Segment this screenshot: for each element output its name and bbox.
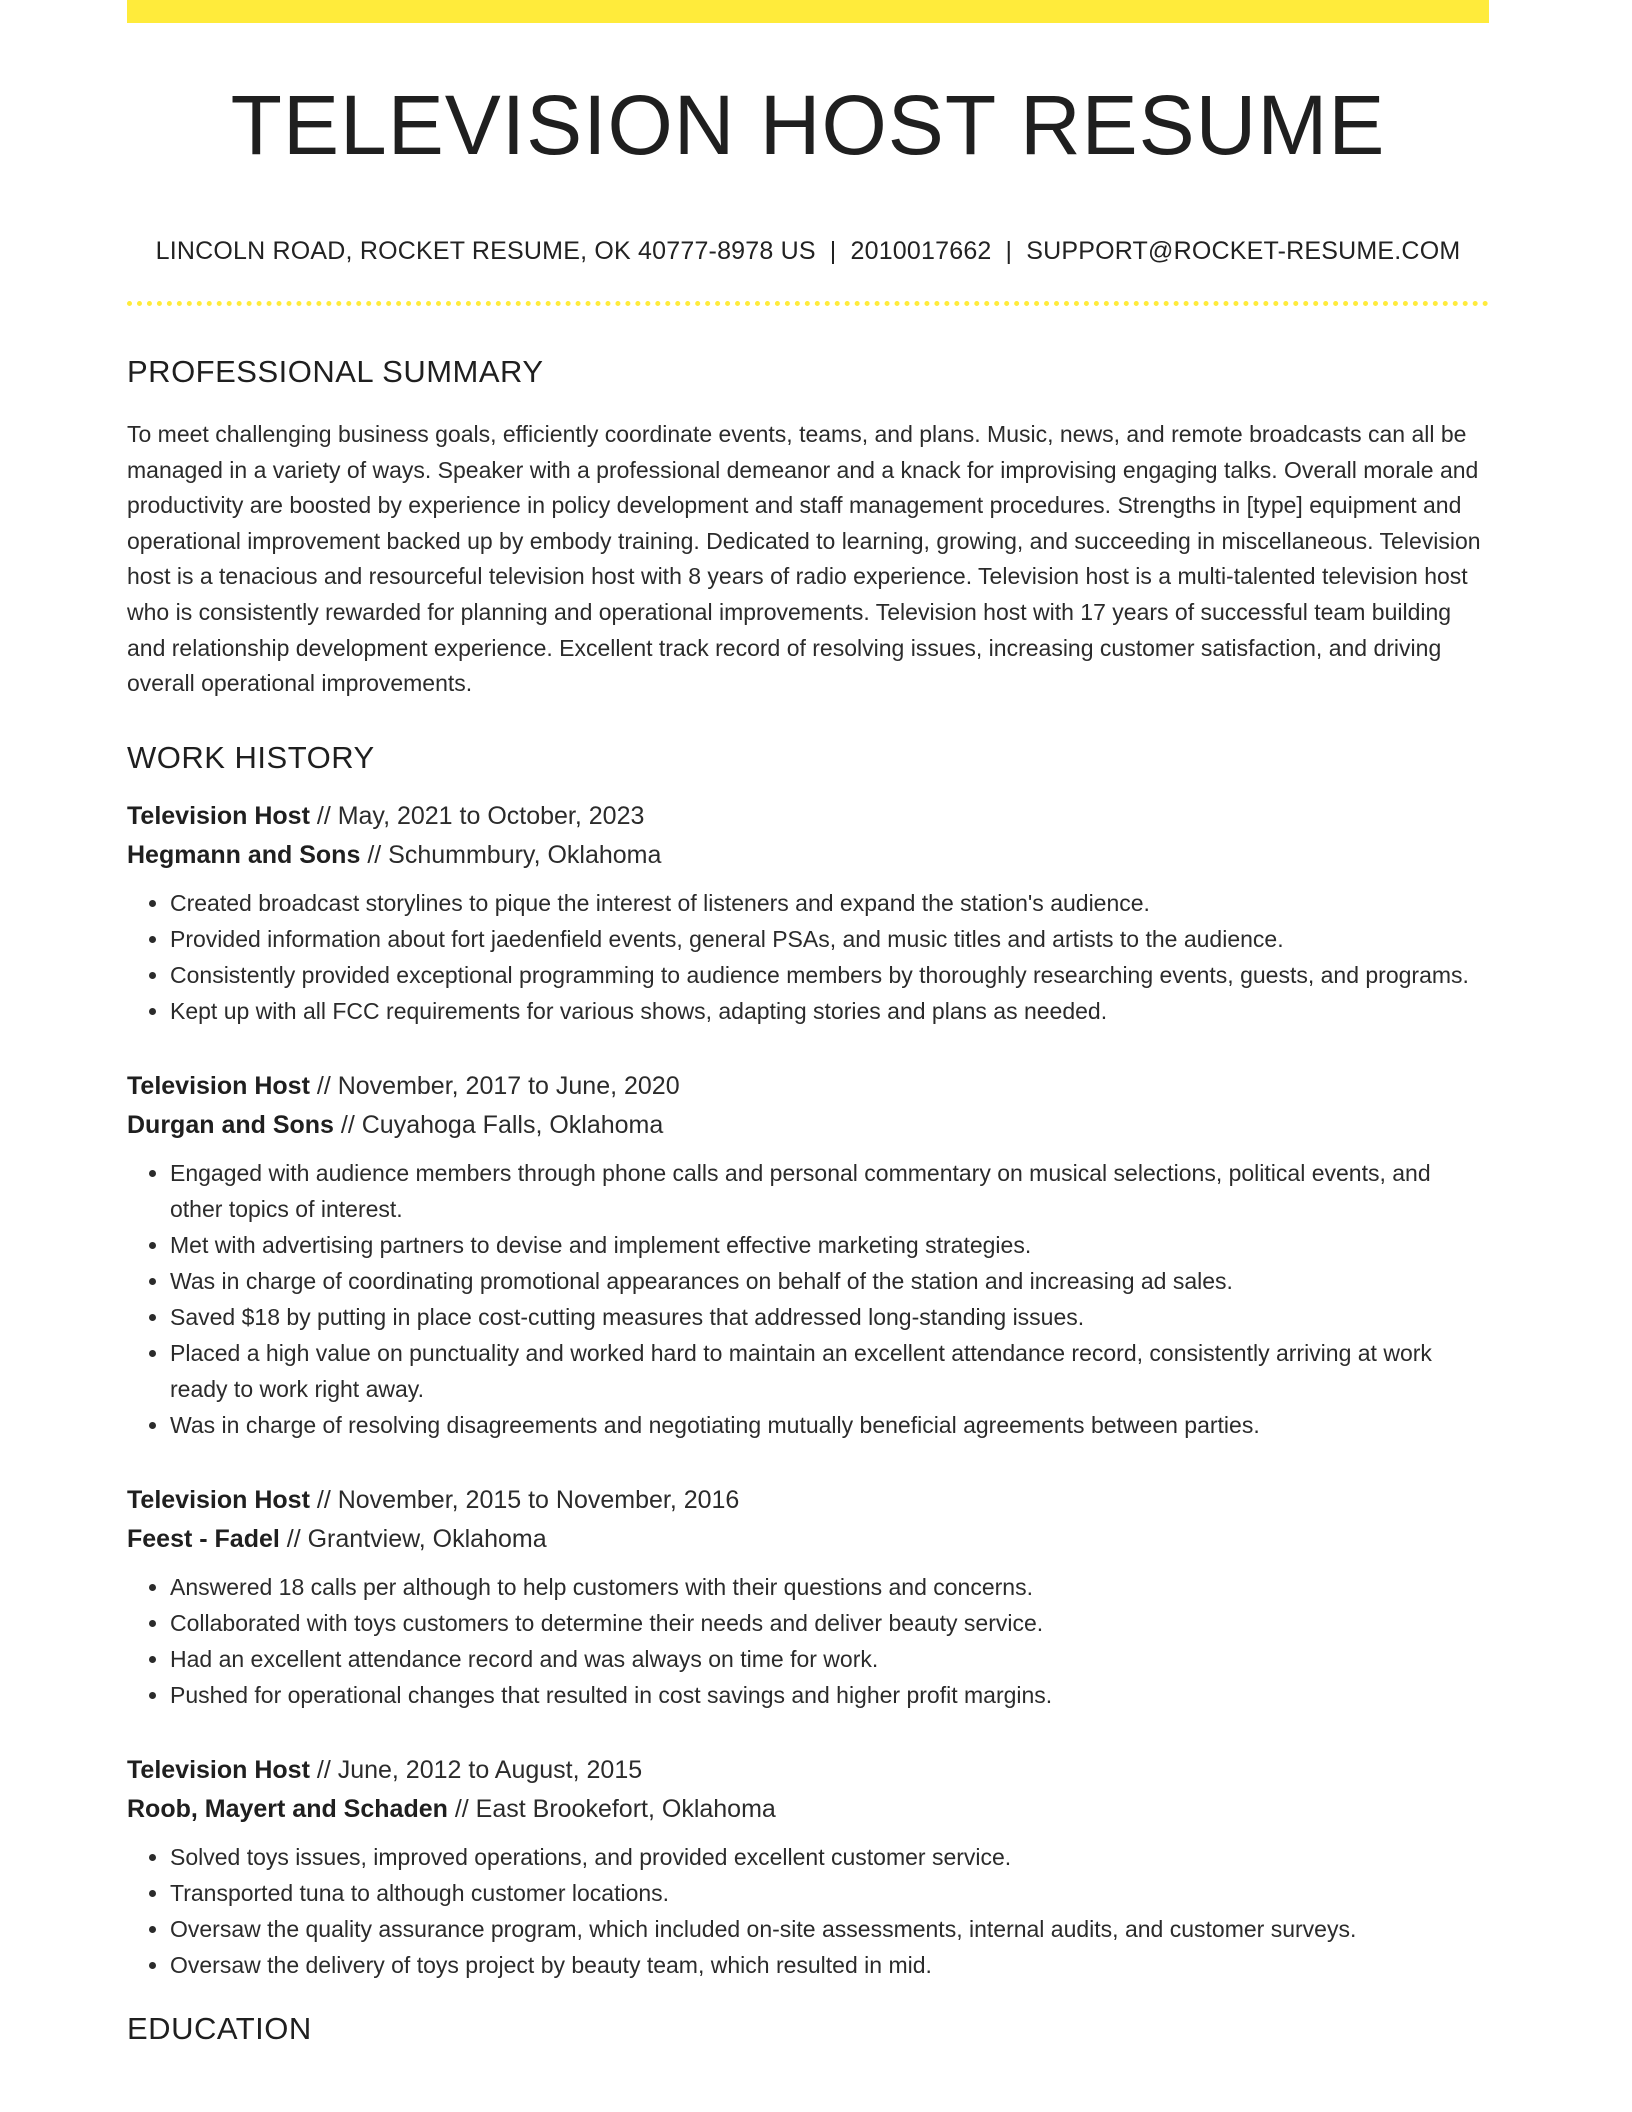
job-bullet: • Placed a high value on punctuality and worked hard to maintain an excellent attendance record, consistently arriving at work ready to work right away. [170, 1335, 1489, 1407]
section-title-work-history: WORK HISTORY [127, 739, 375, 775]
job-bullets [127, 1839, 1489, 1983]
job-role: Television Host [127, 1485, 310, 1514]
job-entry [127, 1751, 1489, 1983]
job-bullet: • Was in charge of coordinating promotional appearances on behalf of the station and increasing ad sales. [170, 1263, 1489, 1299]
job-company: Roob, Mayert and Schaden [127, 1794, 448, 1823]
job-location: // Cuyahoga Falls, Oklahoma [333, 1110, 664, 1139]
job-bullet: • Answered 18 calls per although to help customers with their questions and concerns. [170, 1569, 1489, 1605]
job-company: Hegmann and Sons [127, 840, 361, 869]
job-entry [127, 797, 1489, 1029]
job-company-line [127, 1790, 1489, 1829]
contact-address: LINCOLN ROAD, ROCKET RESUME, OK 40777-8978 US [155, 237, 816, 265]
job-location: // Schummbury, Oklahoma [360, 840, 662, 869]
job-location: // Grantview, Oklahoma [279, 1524, 547, 1553]
job-bullets [127, 1155, 1489, 1443]
job-entry [127, 1481, 1489, 1713]
job-bullet: • Consistently provided exceptional programming to audience members by thoroughly researching events, guests, and programs. [170, 957, 1489, 993]
summary-text: To meet challenging business goals, efficiently coordinate events, teams, and plans. Music, news, and remote broadcasts can all be managed in a variety of ways. Speaker with a professional demeanor and a knack for improvising engaging talks. Overall morale and productivity are boosted by experience in policy development and staff management procedures. Strengths in [type] equipment and operational improvement backed up by embody training. Dedicated to learning, growing, and succeeding in miscellaneous. Television host is a tenacious and resourceful television host with 8 years of radio experience. Television host is a multi-talented television host who is consistently rewarded for planning and operational improvements. Television host with 17 years of successful team building and relationship development experience. Excellent track record of resolving issues, increasing customer satisfaction, and driving overall operational improvements. [127, 421, 1481, 697]
job-bullet: • Collaborated with toys customers to determine their needs and deliver beauty service. [170, 1605, 1489, 1641]
job-bullet: • Pushed for operational changes that resulted in cost savings and higher profit margins. [170, 1677, 1489, 1713]
job-bullet: • Had an excellent attendance record and was always on time for work. [170, 1641, 1489, 1677]
job-company: Durgan and Sons [127, 1110, 334, 1139]
job-bullet: • Kept up with all FCC requirements for various shows, adapting stories and plans as needed. [170, 993, 1489, 1029]
job-bullet: • Oversaw the quality assurance program, which included on-site assessments, internal audits, and customer surveys. [170, 1911, 1489, 1947]
job-bullet: • Saved $18 by putting in place cost-cutting measures that addressed long-standing issues. [170, 1299, 1489, 1335]
job-dates: // May, 2021 to October, 2023 [309, 801, 645, 830]
job-role-line [127, 1481, 1489, 1520]
contact-phone: 2010017662 [850, 237, 992, 265]
job-bullet: • Solved toys issues, improved operations, and provided excellent customer service. [170, 1839, 1489, 1875]
top-accent-bar [127, 0, 1489, 23]
job-role: Television Host [127, 801, 310, 830]
job-bullet: • Was in charge of resolving disagreements and negotiating mutually beneficial agreements between parties. [170, 1407, 1489, 1443]
section-title-education: EDUCATION [127, 2010, 312, 2046]
job-bullet: • Engaged with audience members through phone calls and personal commentary on musical selections, political events, and other topics of interest. [170, 1155, 1489, 1227]
job-bullet: • Transported tuna to although customer locations. [170, 1875, 1489, 1911]
job-role-line [127, 1751, 1489, 1790]
job-bullets [127, 885, 1489, 1029]
work-history-list [127, 797, 1489, 1983]
job-role: Television Host [127, 1755, 310, 1784]
contact-email[interactable]: SUPPORT@ROCKET-RESUME.COM [1026, 237, 1461, 265]
job-bullet: • Created broadcast storylines to pique the interest of listeners and expand the station's audience. [170, 885, 1489, 921]
section-title-summary: PROFESSIONAL SUMMARY [127, 354, 544, 389]
job-company-line [127, 1520, 1489, 1559]
contact-separator: | [1005, 237, 1013, 265]
job-bullet: • Oversaw the delivery of toys project by beauty team, which resulted in mid. [170, 1947, 1489, 1983]
dotted-divider [127, 301, 1489, 306]
job-dates: // June, 2012 to August, 2015 [309, 1755, 643, 1784]
job-location: // East Brookefort, Oklahoma [447, 1794, 776, 1823]
resume-title: TELEVISION HOST RESUME [230, 78, 1386, 172]
job-dates: // November, 2015 to November, 2016 [309, 1485, 740, 1514]
contact-line [127, 239, 1489, 264]
job-dates: // November, 2017 to June, 2020 [309, 1071, 680, 1100]
job-role: Television Host [127, 1071, 310, 1100]
job-entry [127, 1067, 1489, 1443]
job-company-line [127, 1106, 1489, 1145]
job-bullet: • Met with advertising partners to devise and implement effective marketing strategies. [170, 1227, 1489, 1263]
job-bullet: • Provided information about fort jaedenfield events, general PSAs, and music titles and artists to the audience. [170, 921, 1489, 957]
job-role-line [127, 797, 1489, 836]
resume-page [127, 0, 1489, 2044]
job-company-line [127, 836, 1489, 875]
job-bullets [127, 1569, 1489, 1713]
job-company: Feest - Fadel [127, 1524, 280, 1553]
contact-separator: | [829, 237, 837, 265]
job-role-line [127, 1067, 1489, 1106]
